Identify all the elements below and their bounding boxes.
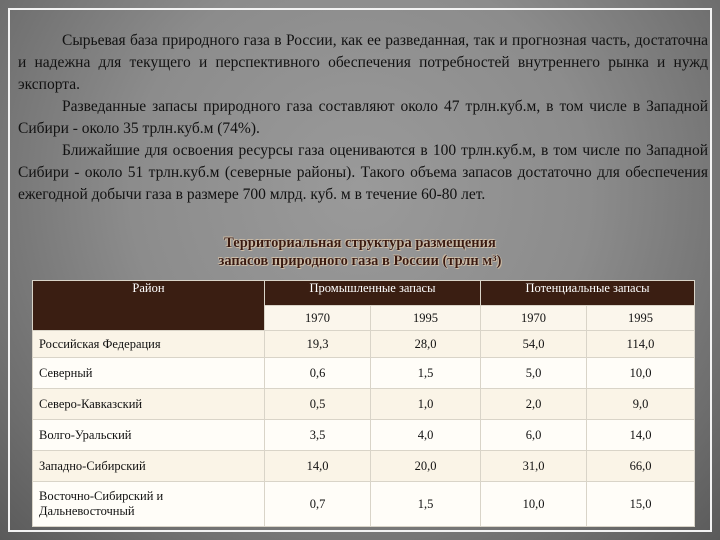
frame-bottom-line [8,530,712,532]
cell-value: 14,0 [265,451,371,482]
table-title [160,234,560,270]
intro-paragraph-3: Ближайшие для освоения ресурсы газа оцениваются в 100 трлн.куб.м, в том числе по Западной Сибири - около 51 трлн.куб.м (северные районы). Такого объема запасов достаточно для обеспечения ежегодной добычи газа в размере 700 млрд. куб. м в течение 60-80 лет. [18,142,708,203]
table-row [33,451,695,482]
cell-value: 10,0 [587,358,695,389]
cell-region: Волго-Уральский [33,420,265,451]
cell-region: Западно-Сибирский [33,451,265,482]
cell-value: 4,0 [371,420,481,451]
intro-paragraph-2: Разведанные запасы природного газа составляют около 47 трлн.куб.м, в том числе в Западной Сибири - около 35 трлн.куб.м (74%). [18,98,708,137]
cell-value: 0,5 [265,389,371,420]
header-year: 1995 [371,306,481,331]
table-row [33,358,695,389]
header-year: 1995 [587,306,695,331]
intro-text [18,30,708,206]
table-title-line-2: запасов природного газа в России (трлн м³) [218,253,502,269]
cell-value: 114,0 [587,331,695,358]
gas-reserves-table [32,280,695,527]
cell-value: 3,5 [265,420,371,451]
cell-value: 31,0 [481,451,587,482]
cell-value: 28,0 [371,331,481,358]
header-year: 1970 [265,306,371,331]
table-row [33,482,695,527]
table-row [33,389,695,420]
cell-region: Северо-Кавказский [33,389,265,420]
cell-value: 6,0 [481,420,587,451]
cell-value: 10,0 [481,482,587,527]
cell-value: 14,0 [587,420,695,451]
frame-top-line [8,8,712,10]
cell-value: 5,0 [481,358,587,389]
cell-value: 1,0 [371,389,481,420]
cell-region: Российская Федерация [33,331,265,358]
table-title-line-1: Территориальная структура размещения [224,235,496,251]
header-potential-reserves: Потенциальные запасы [481,281,695,306]
cell-value: 15,0 [587,482,695,527]
cell-region: Восточно-Сибирский и Дальневосточный [33,482,265,527]
cell-value: 2,0 [481,389,587,420]
header-year: 1970 [481,306,587,331]
cell-value: 1,5 [371,482,481,527]
header-industrial-reserves: Промышленные запасы [265,281,481,306]
header-region: Район [33,281,265,331]
cell-value: 20,0 [371,451,481,482]
frame-left-line [8,8,10,532]
cell-value: 54,0 [481,331,587,358]
table-row [33,420,695,451]
cell-value: 0,6 [265,358,371,389]
cell-value: 66,0 [587,451,695,482]
frame-right-line [710,8,712,532]
cell-region: Северный [33,358,265,389]
cell-value: 9,0 [587,389,695,420]
cell-value: 1,5 [371,358,481,389]
cell-value: 0,7 [265,482,371,527]
cell-value: 19,3 [265,331,371,358]
table-row [33,331,695,358]
intro-paragraph-1: Сырьевая база природного газа в России, как ее разведанная, так и прогнозная часть, достаточна и надежна для текущего и перспективного обеспечения потребностей внутреннего рынка и нужд экспорта. [18,32,708,93]
